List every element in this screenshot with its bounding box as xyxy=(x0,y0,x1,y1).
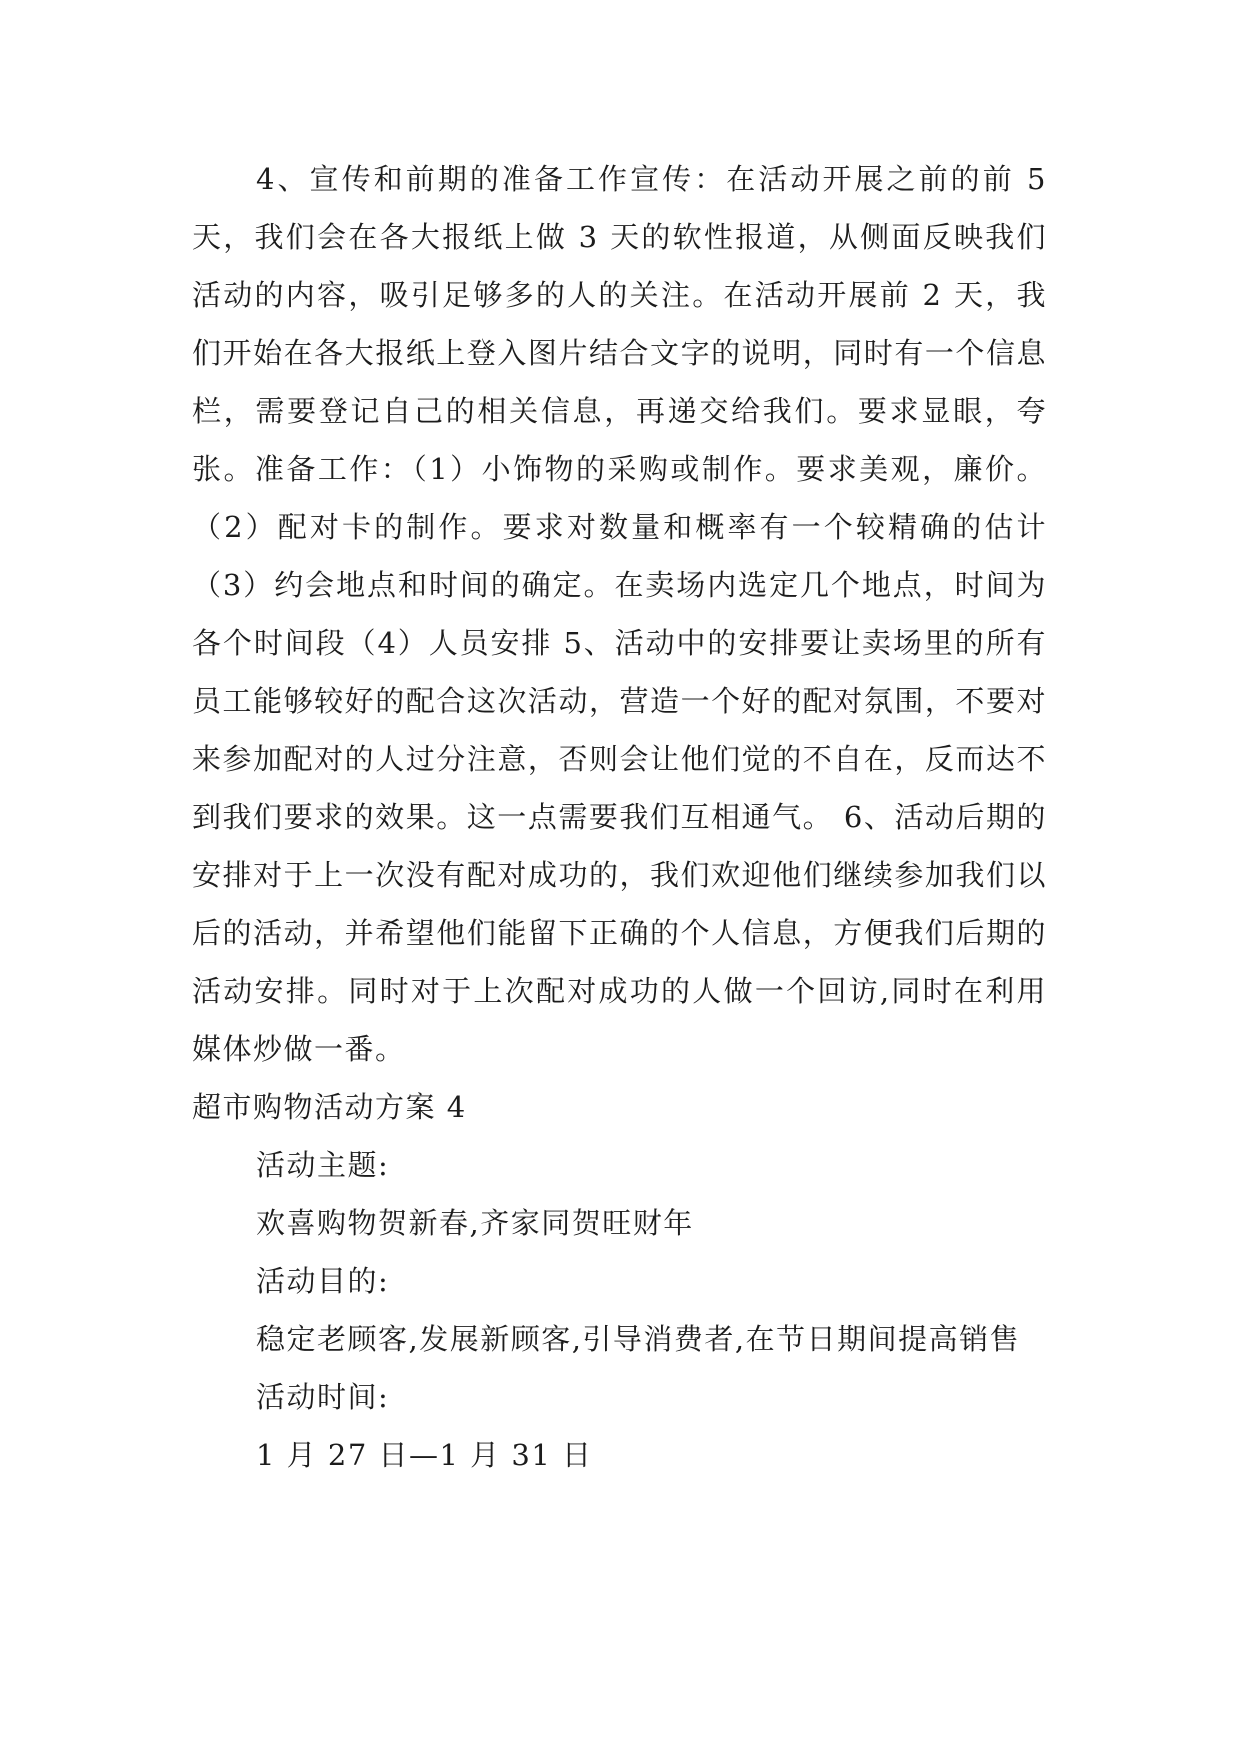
label-activity-theme: 活动主题: xyxy=(256,1148,390,1182)
label-activity-time: 活动时间: xyxy=(256,1380,390,1414)
label-activity-purpose: 活动目的: xyxy=(256,1264,390,1298)
document-body xyxy=(192,150,1047,1484)
activity-time-text: 1 月 27 日—1 月 31 日 xyxy=(256,1438,593,1472)
section-heading: 超市购物活动方案 4 xyxy=(192,1090,467,1124)
activity-purpose-text: 稳定老顾客,发展新顾客,引导消费者,在节日期间提高销售 xyxy=(256,1322,1021,1356)
activity-theme-text: 欢喜购物贺新春,齐家同贺旺财年 xyxy=(256,1206,694,1240)
paragraph-promotion-preparation: 4、宣传和前期的准备工作宣传：在活动开展之前的前 5 天，我们会在各大报纸上做 3 天的软性报道，从侧面反映我们活动的内容，吸引足够多的人的关注。在活动开展前 2 天，我们开始在各大报纸上登入图片结合文字的说明，同时有一个信息栏，需要登记自己的相关信息，再递交给我们。要求显眼，夸张。准备工作：（1）小饰物的采购或制作。要求美观，廉价。（2）配对卡的制作。要求对数量和概率有一个较精确的估计（3）约会地点和时间的确定。在卖场内选定几个地点，时间为各个时间段（4）人员安排 5、活动中的安排要让卖场里的所有员工能够较好的配合这次活动，营造一个好的配对氛围，不要对来参加配对的人过分注意，否则会让他们觉的不自在，反而达不到我们要求的效果。这一点需要我们互相通气。 6、活动后期的安排对于上一次没有配对成功的，我们欢迎他们继续参加我们以后的活动，并希望他们能留下正确的个人信息，方便我们后期的活动安排。同时对于上次配对成功的人做一个回访,同时在利用媒体炒做一番。 xyxy=(192,162,1047,1066)
